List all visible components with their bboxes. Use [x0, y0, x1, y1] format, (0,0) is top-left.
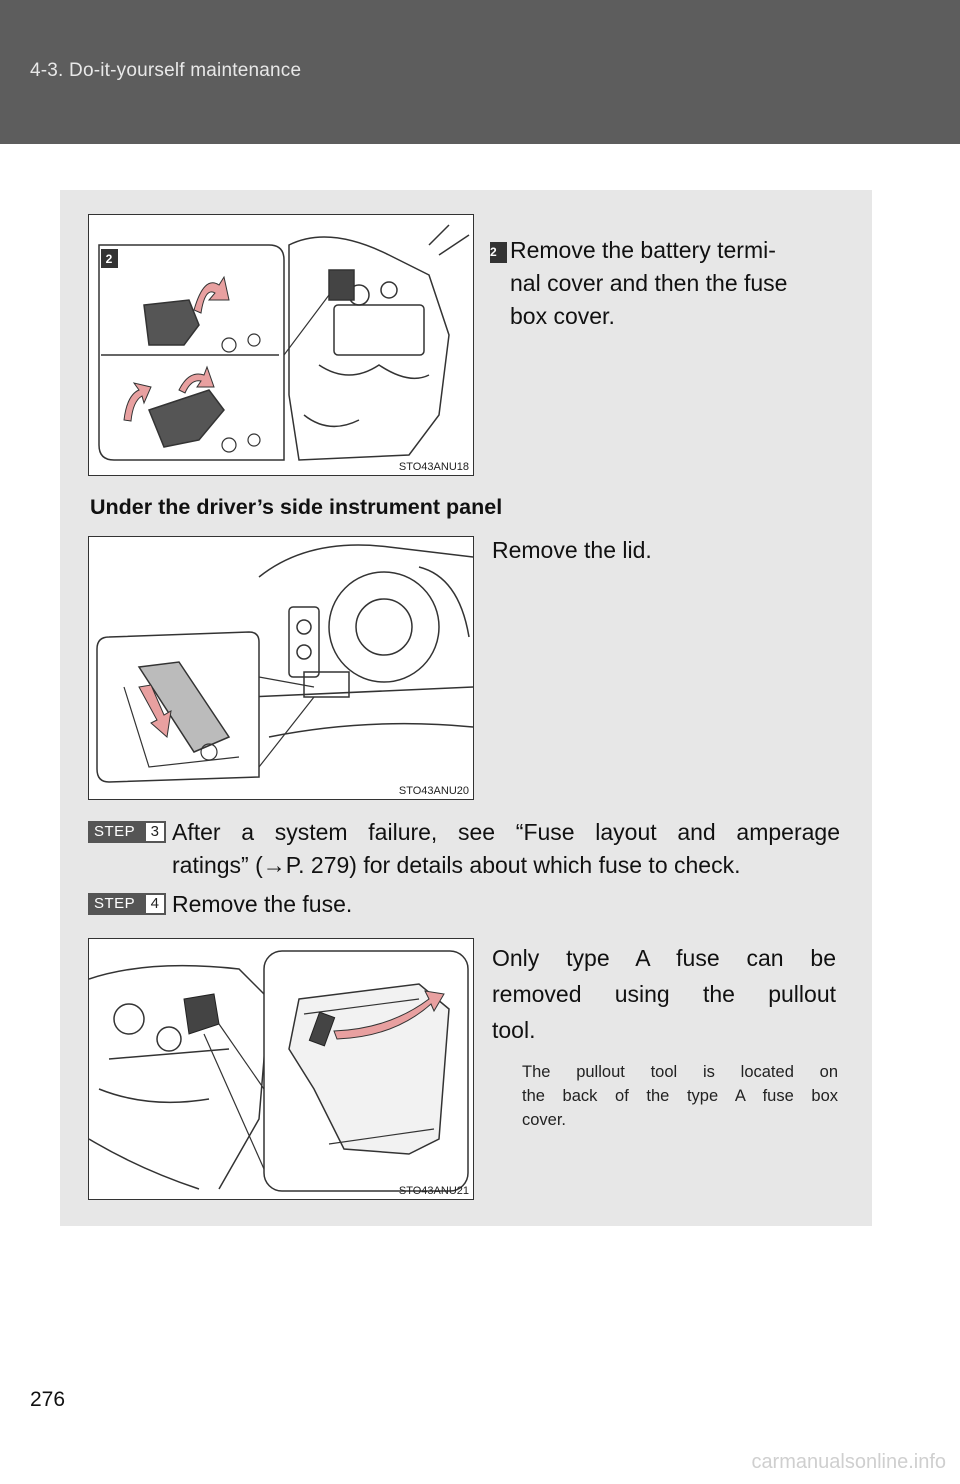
step4-badge: STEP 4	[88, 893, 166, 915]
dashboard-illustration	[89, 537, 473, 799]
instrument-panel-lid-figure	[88, 536, 474, 800]
section-heading: Under the driver’s side instrument panel	[90, 495, 503, 519]
step-marker-2: 2	[490, 242, 507, 263]
page-header	[0, 0, 960, 144]
remove-lid-text: Remove the lid.	[492, 537, 652, 563]
fuse-box-illustration	[89, 939, 473, 1199]
figure-code: STO43ANU20	[398, 785, 469, 797]
pullout-tool-figure	[88, 938, 474, 1200]
figure-marker-label: 2	[105, 252, 113, 266]
step4-text: Remove the fuse.	[172, 891, 353, 917]
battery-terminal-figure	[88, 214, 474, 476]
pullout-note: The pullout tool is located on the back of the type A fuse box cover.	[522, 1063, 838, 1129]
content-panel	[60, 190, 872, 1226]
step3-text: After a system failure, see “Fuse layout and amperage ratings” (→P. 279) for details about which fuse to check.	[172, 819, 840, 878]
page-number: 276	[30, 1388, 66, 1411]
section-title: 4-3. Do-it-yourself maintenance	[30, 60, 302, 81]
pullout-text: Only type A fuse can be removed using the pullout tool.	[492, 945, 836, 1043]
step3-badge: STEP 3	[88, 821, 166, 843]
figure-code: STO43ANU21	[398, 1185, 469, 1197]
watermark: carmanualsonline.info	[751, 1451, 946, 1473]
step2-instruction: 2 Remove the battery termi- nal cover and then the fuse box cover.	[490, 237, 788, 329]
figure-code: STO43ANU18	[398, 461, 469, 473]
engine-bay-illustration	[89, 215, 473, 475]
